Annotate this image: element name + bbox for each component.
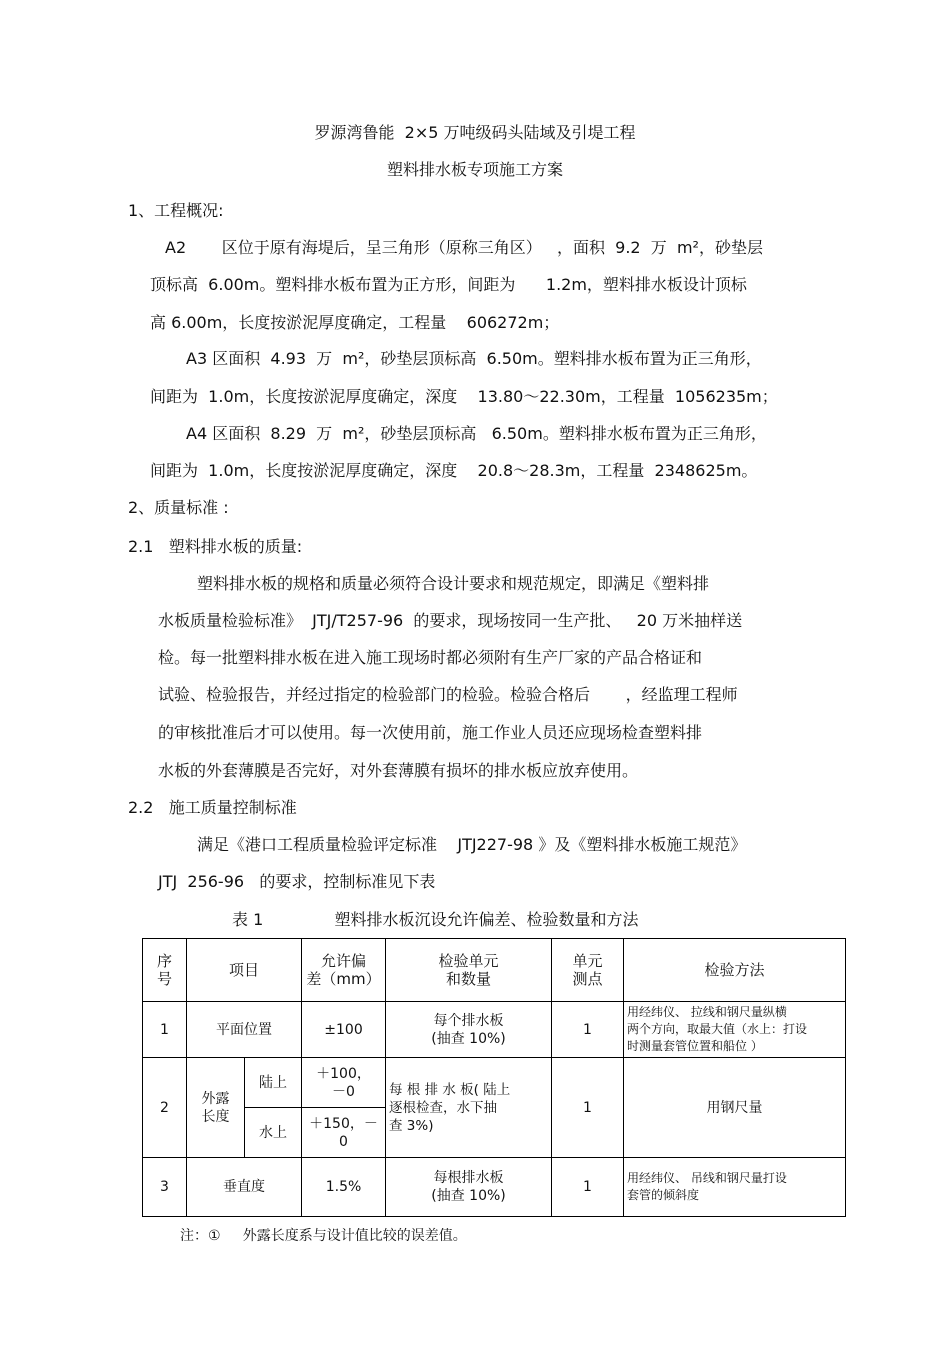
overview-a4-line2: 间距为 1.0m，长度按淤泥厚度确定，深度 20.8～28.3m，工程量 2348625m。	[150, 461, 758, 480]
row2-tolerance-land: ＋100， －0	[302, 1058, 386, 1108]
overview-a4-line1: A4 区面积 8.29 万 m²，砂垫层顶标高 6.50m。塑料排水板布置为正三角形，	[186, 424, 767, 443]
section-2-heading: 2、质量标准 :	[128, 498, 229, 517]
header-inspection-unit: 检验单元 和数量	[386, 939, 552, 1002]
section-1-heading: 1、工程概况:	[128, 201, 224, 220]
quality-para-line2: 水板质量检验标准》 JTJ/T257-96 的要求，现场按同一生产批、 20 万米抽样送	[158, 611, 743, 630]
table-header-row	[143, 939, 846, 1002]
header-points: 单元 测点	[552, 939, 624, 1002]
quality-para-line6: 水板的外套薄膜是否完好，对外套薄膜有损坏的排水板应放弃使用。	[158, 761, 639, 780]
row2-item: 外露 长度	[187, 1058, 245, 1158]
overview-a3-line1: A3 区面积 4.93 万 m²，砂垫层顶标高 6.50m。塑料排水板布置为正三角形，	[186, 349, 762, 368]
row2-points: 1	[552, 1058, 624, 1158]
quality-para-line1: 塑料排水板的规格和质量必须符合设计要求和规范规定，即满足《塑料排	[197, 574, 710, 593]
table-row	[143, 1158, 846, 1217]
quality-para-line3: 检。每一批塑料排水板在进入施工现场时都必须附有生产厂家的产品合格证和	[158, 648, 703, 667]
row2-tolerance-water: ＋150，－ 0	[302, 1108, 386, 1158]
row2-seq: 2	[143, 1058, 187, 1158]
table-row	[143, 1002, 846, 1058]
row3-method: 用经纬仪、 吊线和钢尺量打设 套管的倾斜度	[624, 1158, 846, 1217]
section-2-2-heading: 2.2 施工质量控制标准	[128, 798, 297, 817]
control-para-line1: 满足《港口工程质量检验评定标准 JTJ227-98 》及《塑料排水板施工规范》	[197, 835, 747, 854]
row1-tolerance: ±100	[302, 1002, 386, 1058]
header-tolerance: 允许偏 差（mm）	[302, 939, 386, 1002]
table-note: 注：① 外露长度系与设计值比较的误差值。	[180, 1228, 467, 1244]
row3-item: 垂直度	[187, 1158, 302, 1217]
table-row	[143, 1058, 846, 1108]
overview-a2-line3: 高 6.00m，长度按淤泥厚度确定，工程量 606272m；	[150, 313, 560, 332]
row2-sub-water: 水上	[245, 1108, 302, 1158]
row3-seq: 3	[143, 1158, 187, 1217]
overview-a2-line2: 顶标高 6.00m。塑料排水板布置为正方形，间距为 1.2m，塑料排水板设计顶标	[150, 275, 747, 294]
row3-tolerance: 1.5%	[302, 1158, 386, 1217]
quality-para-line4: 试验、检验报告，并经过指定的检验部门的检验。检验合格后 ，经监理工程师	[158, 685, 738, 704]
table-caption: 表 1 塑料排水板沉设允许偏差、检验数量和方法	[232, 910, 639, 929]
quality-para-line5: 的审核批准后才可以使用。每一次使用前，施工作业人员还应现场检查塑料排	[158, 723, 703, 742]
overview-a3-line2: 间距为 1.0m，长度按淤泥厚度确定，深度 13.80～22.30m，工程量 1056235m；	[150, 387, 778, 406]
section-2-1-heading: 2.1 塑料排水板的质量:	[128, 537, 303, 556]
header-item: 项目	[187, 939, 302, 1002]
doc-title-project: 罗源湾鲁能 2×5 万吨级码头陆域及引堤工程	[314, 123, 636, 142]
row1-item: 平面位置	[187, 1002, 302, 1058]
row3-inspection-unit: 每根排水板 (抽查 10%)	[386, 1158, 552, 1217]
row3-points: 1	[552, 1158, 624, 1217]
header-seq: 序 号	[143, 939, 187, 1002]
doc-title-plan: 塑料排水板专项施工方案	[386, 160, 563, 179]
tolerance-table	[142, 938, 846, 1217]
header-method: 检验方法	[624, 939, 846, 1002]
row2-method: 用钢尺量	[624, 1058, 846, 1158]
row1-seq: 1	[143, 1002, 187, 1058]
row1-points: 1	[552, 1002, 624, 1058]
row1-inspection-unit: 每个排水板 (抽查 10%)	[386, 1002, 552, 1058]
row2-inspection-unit: 每 根 排 水 板( 陆上 逐根检查，水下抽 查 3%)	[386, 1058, 552, 1158]
overview-a2-line1: A2 区位于原有海堤后，呈三角形（原称三角区） ，面积 9.2 万 m²，砂垫层	[165, 238, 763, 257]
row2-sub-land: 陆上	[245, 1058, 302, 1108]
row1-method: 用经纬仪、 拉线和钢尺量纵横 两个方向，取最大值（水上：打设 时测量套管位置和船位 ）	[624, 1002, 846, 1058]
control-para-line2: JTJ 256-96 的要求，控制标准见下表	[158, 872, 436, 891]
